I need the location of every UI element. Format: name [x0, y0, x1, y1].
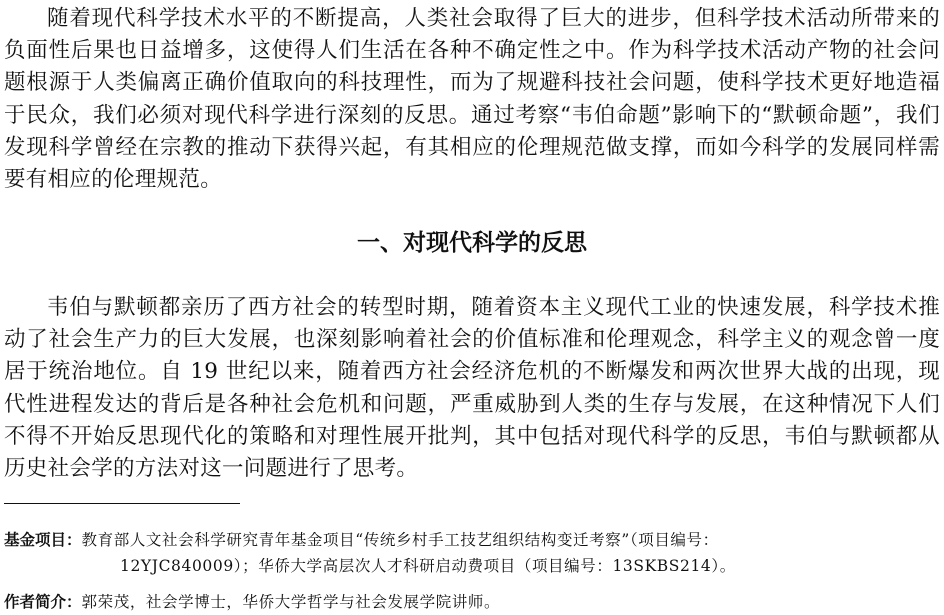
footnote-author — [4, 589, 940, 615]
author-label: 作者简介： — [4, 593, 82, 611]
footnote-fund — [4, 527, 940, 579]
fund-label: 基金项目： — [4, 531, 82, 549]
section-heading: 一、对现代科学的反思 — [357, 229, 587, 256]
body-paragraph-1: 随着现代科学技术水平的不断提高，人类社会取得了巨大的进步，但科学技术活动所带来的负面性后果也日益增多，这使得人们生活在各种不确定性之中。作为科学技术活动产物的社会问题根源于人类偏离正确价值取向的科技理性，而为了规避科技社会问题，使科学技术更好地造福于民众，我们必须对现代科学进行深刻的反思。通过考察“韦伯命题”影响下的“默顿命题”，我们发现科学曾经在宗教的推动下获得兴起，有其相应的伦理规范做支撑，而如今科学的发展同样需要有相应的伦理规范。 — [4, 6, 940, 193]
footnote-divider — [4, 503, 240, 504]
fund-text-line-2: 12YJC840009）；华侨大学高层次人才科研启动费项目（项目编号：13SKBS214）。 — [120, 557, 736, 575]
author-text: 郭荣茂，社会学博士，华侨大学哲学与社会发展学院讲师。 — [81, 593, 501, 611]
body-paragraph-2: 韦伯与默顿都亲历了西方社会的转型时期，随着资本主义现代工业的快速发展，科学技术推动了社会生产力的巨大发展，也深刻影响着社会的价值标准和伦理观念，科学主义的观念曾一度居于统治地位。自 19 世纪以来，随着西方社会经济危机的不断爆发和两次世界大战的出现，现代性进程发达的背后是各种社会危机和问题，严重威胁到人类的生存与发展，在这种情况下人们不得不开始反思现代化的策略和对理性展开批判，其中包括对现代科学的反思，韦伯与默顿都从历史社会学的方法对这一问题进行了思考。 — [4, 295, 940, 482]
fund-text-line-1: 教育部人文社会科学研究青年基金项目“传统乡村手工技艺组织结构变迁考察”（项目编号： — [81, 531, 719, 549]
